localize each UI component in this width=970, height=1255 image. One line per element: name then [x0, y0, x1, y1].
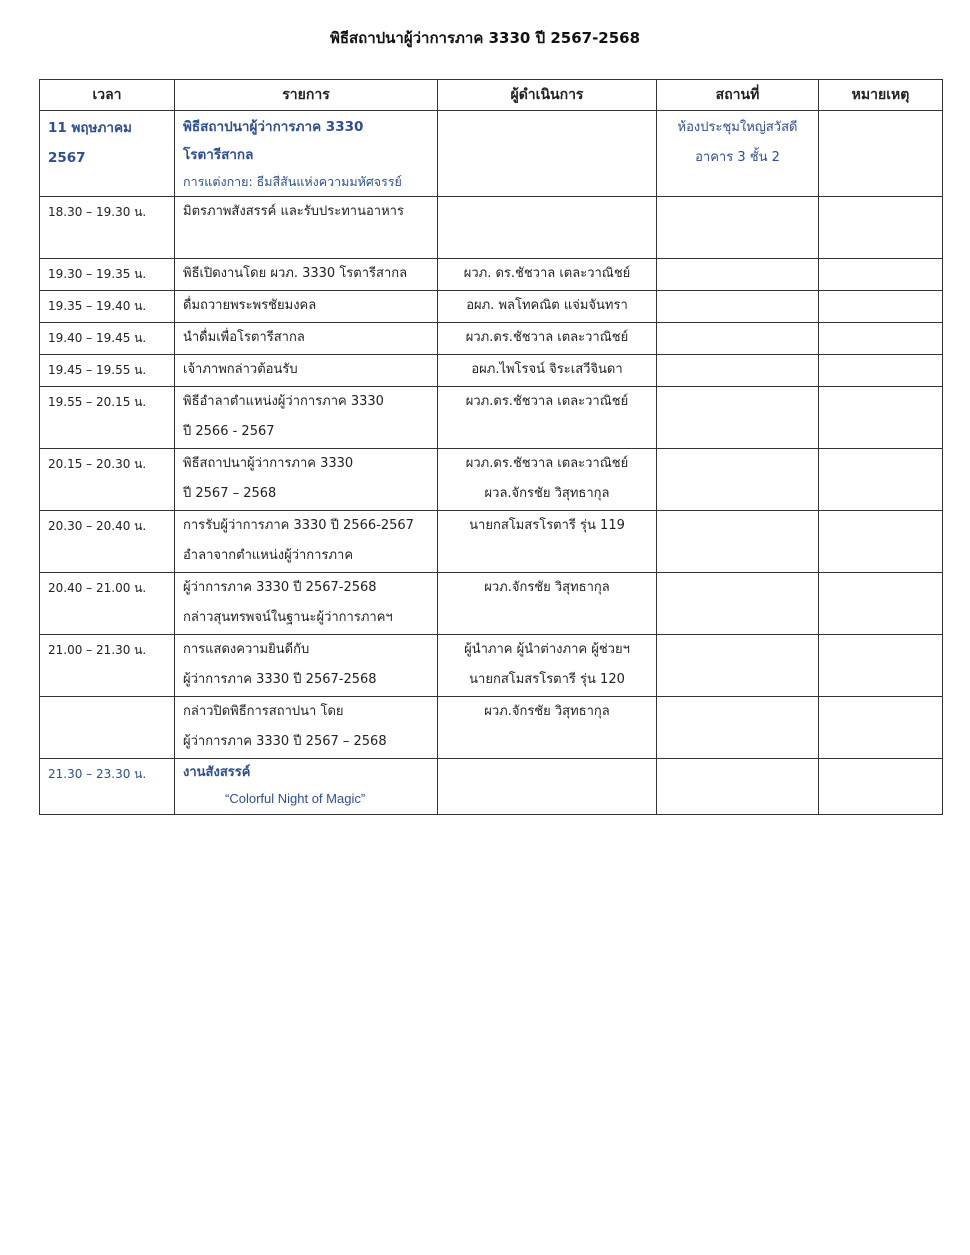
item-line-1: ผู้ว่าการภาค 3330 ปี 2567-2568: [183, 580, 377, 595]
date-cell: [40, 111, 175, 197]
item-line-2: กล่าวสุนทรพจน์ในฐานะผู้ว่าการภาคฯ: [183, 610, 393, 625]
time-cell: [40, 291, 175, 323]
item-line-1: มิตรภาพสังสรรค์ และรับประทานอาหาร: [183, 204, 404, 219]
performer-cell: [438, 259, 657, 291]
schedule-table: [39, 79, 943, 815]
remark-cell: [819, 387, 943, 449]
item-line-1: เจ้าภาพกล่าวต้อนรับ: [183, 362, 298, 377]
table-row: [40, 573, 943, 635]
time-text: 20.15 – 20.30 น.: [48, 457, 147, 471]
performer-line-1: ผู้นำภาค ผู้นำต่างภาค ผู้ช่วยฯ: [464, 642, 630, 657]
place-cell: [657, 697, 819, 759]
performer-line-2: ผวล.จักรชัย วิสุทธากุล: [484, 486, 610, 501]
item-cell: [175, 635, 438, 697]
item-line-1: พิธีเปิดงานโดย ผวภ. 3330 โรตารีสากล: [183, 266, 408, 281]
place-cell: [657, 635, 819, 697]
time-text: 19.55 – 20.15 น.: [48, 395, 147, 409]
place-cell: [657, 197, 819, 259]
item-cell: [175, 259, 438, 291]
time-text: 18.30 – 19.30 น.: [48, 205, 147, 219]
performer-cell: [438, 323, 657, 355]
header-item: รายการ: [175, 80, 438, 111]
table-row: [40, 449, 943, 511]
time-cell: [40, 259, 175, 291]
item-line-1: นำดื่มเพื่อโรตารีสากล: [183, 330, 305, 345]
item-cell: [175, 355, 438, 387]
time-text: 20.40 – 21.00 น.: [48, 581, 147, 595]
remark-cell: [819, 355, 943, 387]
header-time: เวลา: [40, 80, 175, 111]
item-line-1: พิธีสถาปนาผู้ว่าการภาค 3330: [183, 456, 354, 471]
remark-cell: [819, 635, 943, 697]
table-row-party: [40, 759, 943, 815]
date-line-2: 2567: [48, 150, 86, 166]
party-event-title: งานสังสรรค์: [183, 765, 251, 780]
performer-line-1: นายกสโมสรโรตารี รุ่น 119: [469, 518, 625, 533]
header-place: สถานที่: [657, 80, 819, 111]
remark-cell: [819, 573, 943, 635]
performer-line-1: ผวภ.ดร.ชัชวาล เตละวาณิชย์: [465, 330, 629, 345]
time-cell: [40, 355, 175, 387]
performer-cell: [438, 511, 657, 573]
party-time-cell: 21.30 – 23.30 น.: [40, 759, 175, 815]
place-cell: [657, 449, 819, 511]
item-line-2: อำลาจากตำแหน่งผู้ว่าการภาค: [183, 548, 354, 563]
performer-cell: [438, 697, 657, 759]
time-cell: [40, 697, 175, 759]
performer-cell: [438, 387, 657, 449]
performer-line-1: ผวภ.ดร.ชัชวาล เตละวาณิชย์: [465, 394, 629, 409]
table-row: [40, 291, 943, 323]
performer-line-1: ผวภ. ดร.ชัชวาล เตละวาณิชย์: [463, 266, 631, 281]
item-line-1: ดื่มถวายพระพรชัยมงคล: [183, 298, 317, 313]
table-row: [40, 323, 943, 355]
performer-line-1: ผวภ.จักรชัย วิสุทธากุล: [484, 580, 610, 595]
item-line-2: ปี 2566 - 2567: [183, 424, 275, 439]
party-theme: “Colorful Night of Magic”: [225, 791, 366, 806]
table-row: [40, 635, 943, 697]
item-cell: [175, 697, 438, 759]
time-cell: [40, 197, 175, 259]
time-cell: [40, 387, 175, 449]
remark-cell: [819, 511, 943, 573]
time-cell: [40, 511, 175, 573]
place-cell: [657, 387, 819, 449]
header-remark: หมายเหตุ: [819, 80, 943, 111]
performer-cell: [438, 573, 657, 635]
remark-cell: [819, 291, 943, 323]
remark-cell: [819, 449, 943, 511]
party-event-cell: [175, 759, 438, 815]
place-cell: [657, 259, 819, 291]
item-line-1: กล่าวปิดพิธีการสถาปนา โดย: [183, 704, 344, 719]
item-cell: [175, 449, 438, 511]
table-row-opening-date: [40, 111, 943, 197]
place-cell: [657, 573, 819, 635]
performer-cell: [438, 111, 657, 197]
item-line-1: การแสดงความยินดีกับ: [183, 642, 310, 657]
remark-cell: [819, 697, 943, 759]
header-performer: ผู้ดำเนินการ: [438, 80, 657, 111]
item-cell: [175, 197, 438, 259]
item-cell: [175, 291, 438, 323]
dress-code: การแต่งกาย: ธีมสีสันแห่งความมหัศจรรย์: [183, 174, 402, 189]
time-cell: [40, 573, 175, 635]
table-row: [40, 697, 943, 759]
event-cell: [175, 111, 438, 197]
item-line-2: ผู้ว่าการภาค 3330 ปี 2567-2568: [183, 672, 377, 687]
party-performer-cell: [438, 759, 657, 815]
event-title-line-1: พิธีสถาปนาผู้ว่าการภาค 3330: [183, 119, 364, 135]
table-row: [40, 511, 943, 573]
place-cell: [657, 355, 819, 387]
place-cell: [657, 511, 819, 573]
time-text: 19.45 – 19.55 น.: [48, 363, 147, 377]
remark-cell: [819, 111, 943, 197]
item-line-1: การรับผู้ว่าการภาค 3330 ปี 2566-2567: [183, 518, 414, 533]
place-line-2: อาคาร 3 ชั้น 2: [695, 150, 780, 165]
table-header-row: [40, 80, 943, 111]
time-cell: [40, 323, 175, 355]
time-text: 19.30 – 19.35 น.: [48, 267, 147, 281]
item-cell: [175, 573, 438, 635]
item-cell: [175, 323, 438, 355]
time-cell: [40, 635, 175, 697]
place-cell: [657, 323, 819, 355]
item-cell: [175, 511, 438, 573]
performer-line-1: ผวภ.ดร.ชัชวาล เตละวาณิชย์: [465, 456, 629, 471]
event-title-line-2: โรตารีสากล: [183, 147, 254, 163]
table-row: [40, 259, 943, 291]
performer-line-1: ผวภ.จักรชัย วิสุทธากุล: [484, 704, 610, 719]
performer-cell: [438, 197, 657, 259]
place-line-1: ห้องประชุมใหญ่สวัสดี: [677, 120, 798, 135]
remark-cell: [819, 323, 943, 355]
item-line-2: ปี 2567 – 2568: [183, 486, 277, 501]
item-line-2: ผู้ว่าการภาค 3330 ปี 2567 – 2568: [183, 734, 387, 749]
performer-line-1: อผภ. พลโทคณิต แจ่มจันทรา: [466, 298, 628, 313]
performer-cell: [438, 635, 657, 697]
time-cell: [40, 449, 175, 511]
remark-cell: [819, 259, 943, 291]
remark-cell: [819, 197, 943, 259]
place-cell: [657, 111, 819, 197]
table-row: [40, 355, 943, 387]
place-cell: [657, 291, 819, 323]
performer-cell: [438, 291, 657, 323]
performer-cell: [438, 449, 657, 511]
table-row: [40, 387, 943, 449]
performer-line-2: นายกสโมสรโรตารี รุ่น 120: [469, 672, 625, 687]
date-line-1: 11 พฤษภาคม: [48, 120, 132, 136]
time-text: 20.30 – 20.40 น.: [48, 519, 147, 533]
time-text: 21.00 – 21.30 น.: [48, 643, 147, 657]
time-text: 19.35 – 19.40 น.: [48, 299, 147, 313]
table-row: [40, 197, 943, 259]
document-title: พิธีสถาปนาผู้ว่าการภาค 3330 ปี 2567-2568: [329, 29, 641, 47]
party-remark-cell: [819, 759, 943, 815]
time-text: 19.40 – 19.45 น.: [48, 331, 147, 345]
performer-line-1: อผภ.ไพโรจน์ จิระเสวีจินดา: [471, 362, 623, 377]
item-cell: [175, 387, 438, 449]
performer-cell: [438, 355, 657, 387]
item-line-1: พิธีอำลาตำแหน่งผู้ว่าการภาค 3330: [183, 394, 384, 409]
party-place-cell: [657, 759, 819, 815]
